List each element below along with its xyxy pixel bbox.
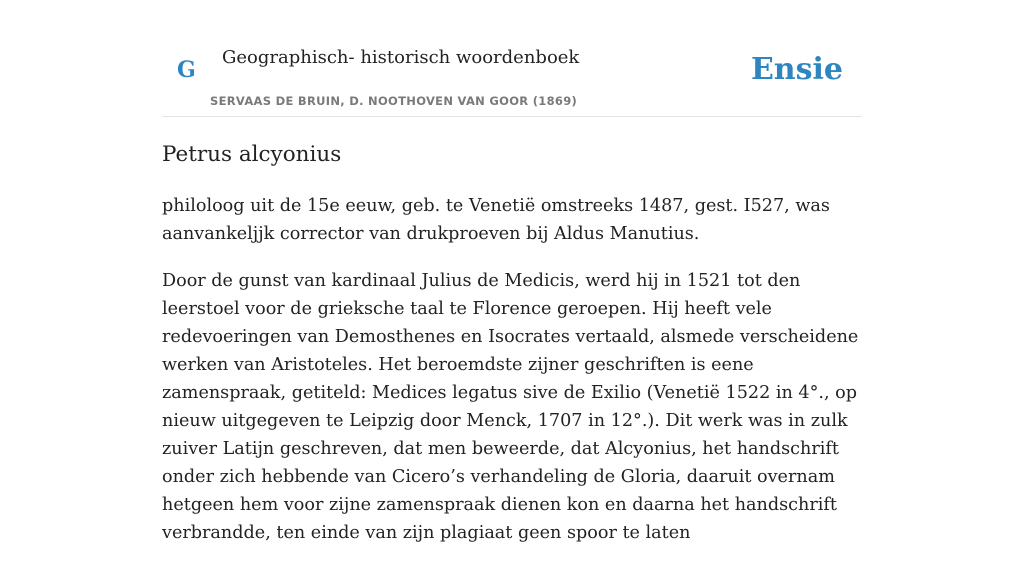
- book-author: SERVAAS DE BRUIN, D. NOOTHOVEN VAN GOOR (1869): [210, 94, 578, 108]
- book-letter-icon[interactable]: G: [177, 57, 196, 83]
- article-paragraph: Door de gunst van kardinaal Julius de Medicis, werd hij in 1521 tot den leerstoel voor de grieksche taal te Florence geroepen. Hij heeft vele redevoeringen van Demosthenes en Isocrates vertaald, alsmede verscheidene werken van Aristoteles. Het beroemdste zijner geschriften is eene zamenspraak, getiteld: Medices legatus sive de Exilio (Venetië 1522 in 4°., op nieuw uitgegeven te Leipzig door Menck, 1707 in 12°.). Dit werk was in zulk zuiver Latijn geschreven, dat men beweerde, dat Alcyonius, het handschrift onder zich hebbende van Cicero’s verhandeling de Gloria, daaruit overnam hetgeen hem voor zijne zamenspraak dienen kon en daarna het handschrift verbrandde, ten einde van zijn plagiaat geen spoor te laten: [162, 271, 859, 543]
- book-header: [162, 0, 862, 117]
- article-title: Petrus alcyonius: [162, 142, 342, 167]
- article-body: [162, 192, 867, 566]
- book-title-link[interactable]: Geographisch- historisch woordenboek: [222, 47, 580, 68]
- article-paragraph: philoloog uit de 15e eeuw, geb. te Venetië omstreeks 1487, gest. I527, was aanvankeljjk corrector van drukproeven bij Aldus Manutius.: [162, 196, 830, 244]
- ensie-logo-link[interactable]: Ensie: [750, 52, 843, 87]
